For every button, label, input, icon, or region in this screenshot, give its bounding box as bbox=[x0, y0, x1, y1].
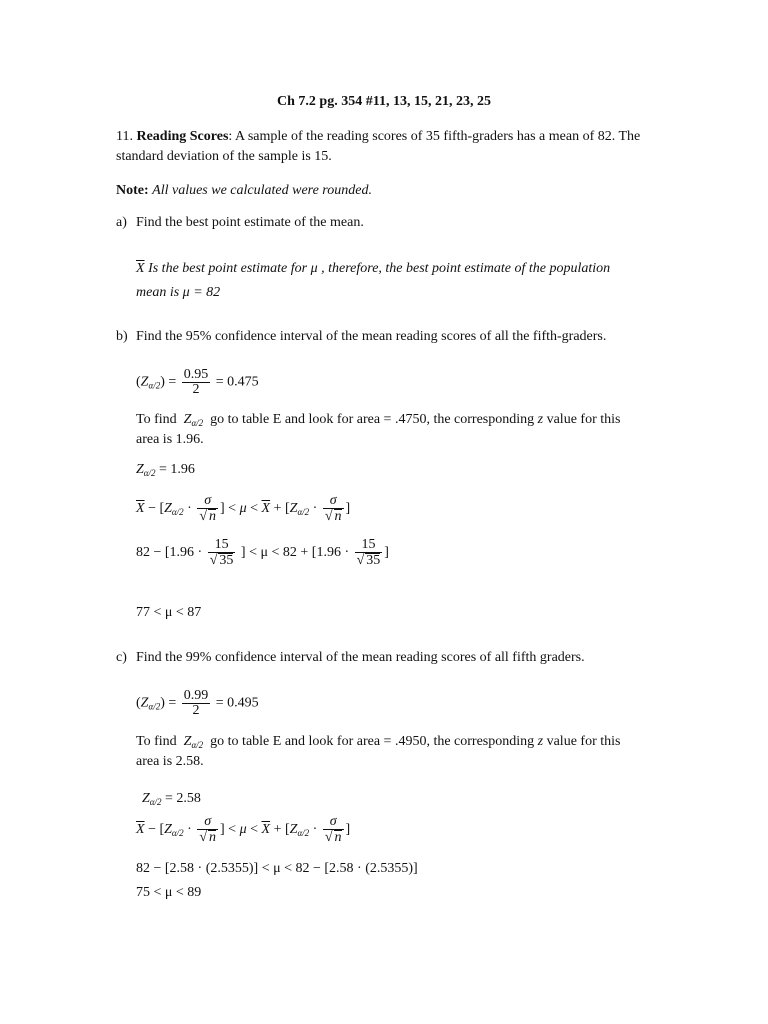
part-a-marker: a) bbox=[116, 215, 127, 230]
z-symbol: Z bbox=[289, 501, 298, 517]
part-c-find-line2: area is 2.58. bbox=[136, 754, 204, 769]
part-b-question: Find the 95% confidence interval of the mean reading scores of all the fifth-graders. bbox=[136, 329, 607, 344]
sigma-over-root-n bbox=[323, 494, 344, 524]
root-n: √ n bbox=[324, 509, 342, 524]
mu-symbol: μ bbox=[239, 501, 247, 517]
fraction bbox=[182, 368, 211, 397]
fraction bbox=[182, 689, 211, 718]
part-c-find-line1 bbox=[136, 733, 620, 754]
values-fraction bbox=[208, 538, 236, 568]
problem-number: 11. bbox=[116, 129, 133, 144]
z-symbol: Z bbox=[164, 822, 172, 838]
z-letter: z bbox=[537, 734, 544, 749]
sigma-over-root-n bbox=[197, 494, 218, 524]
mu-symbol: μ bbox=[239, 822, 247, 838]
z-letter: z bbox=[537, 412, 544, 427]
find-text2: value for this bbox=[546, 412, 621, 427]
xbar-symbol: $\overline{X}$ bbox=[261, 822, 271, 838]
xbar-symbol: $\overline{X}$ bbox=[136, 822, 145, 838]
root-n-value: √ 35 bbox=[356, 553, 381, 568]
values-fraction bbox=[355, 538, 383, 568]
note-text: All values we calculated were rounded. bbox=[152, 183, 372, 198]
part-c-values: 82 − [2.58 · (2.5355)] < μ < 82 − [2.58 · (2.5355)] bbox=[136, 861, 418, 876]
fraction-result: = 0.495 bbox=[215, 695, 259, 711]
root-n: √ n bbox=[199, 830, 217, 845]
sigma-value: 15 bbox=[361, 537, 376, 552]
z-symbol: Z bbox=[183, 412, 192, 427]
sigma-over-root-n bbox=[323, 815, 344, 845]
root-n: √ n bbox=[199, 509, 217, 524]
find-text2: value for this bbox=[546, 734, 621, 749]
find-text: go to table E and look for area = .4750, the corresponding bbox=[210, 412, 535, 427]
part-b-marker: b) bbox=[116, 329, 128, 344]
fraction-denominator: 2 bbox=[182, 703, 211, 718]
alpha-sub: α/2 bbox=[171, 828, 184, 839]
z-symbol: Z bbox=[140, 695, 149, 711]
alpha-sub: α/2 bbox=[297, 507, 310, 518]
part-b-result: 77 < μ < 87 bbox=[136, 605, 202, 620]
part-a-question: Find the best point estimate of the mean. bbox=[136, 215, 364, 230]
z-symbol: Z bbox=[142, 791, 150, 806]
z-symbol: Z bbox=[164, 501, 172, 517]
part-c-formula: $\overline{X} - [Z_{\alpha/2}$ · $\frac{\sigma}{√ n}$ ] < $\mu < \overline{X} + [Z_{\alpha/2}$ · $\frac{\sigma}{√ n}$ ] bbox=[136, 814, 351, 845]
part-b-z-value bbox=[136, 461, 195, 482]
sigma-value: 15 bbox=[214, 537, 229, 552]
alpha-sub: α/2 bbox=[191, 740, 204, 750]
z-symbol: Z bbox=[136, 462, 144, 477]
problem-text-line1: : A sample of the reading scores of 35 fifth-graders has a mean of 82. The bbox=[228, 129, 641, 144]
sigma-symbol: σ bbox=[204, 814, 212, 829]
alpha-sub: α/2 bbox=[148, 380, 161, 391]
z-symbol: Z bbox=[183, 734, 192, 749]
xbar-symbol: $\overline{X}$ bbox=[136, 501, 145, 517]
part-b-find-line2: area is 1.96. bbox=[136, 432, 204, 447]
sigma-symbol: σ bbox=[329, 493, 337, 508]
problem-text-line2: standard deviation of the sample is 15. bbox=[116, 149, 332, 164]
z-symbol: Z bbox=[289, 822, 298, 838]
part-c-result: 75 < μ < 89 bbox=[136, 885, 202, 900]
alpha-sub: α/2 bbox=[297, 828, 310, 839]
part-a-answer-line1 bbox=[136, 260, 610, 278]
problem-title: Reading Scores bbox=[136, 129, 229, 144]
alpha-sub: α/2 bbox=[171, 507, 184, 518]
sigma-symbol: σ bbox=[329, 814, 337, 829]
fraction-numerator: 0.99 bbox=[183, 688, 209, 703]
sigma-over-root-n bbox=[197, 815, 218, 845]
values-prefix: 82 − [1.96 · bbox=[136, 545, 203, 561]
sigma-symbol: σ bbox=[204, 493, 212, 508]
find-text: go to table E and look for area = .4950, the corresponding bbox=[210, 734, 535, 749]
xbar-symbol: $\overline{X}$ bbox=[261, 501, 271, 517]
alpha-sub: α/2 bbox=[143, 468, 156, 478]
note-line bbox=[116, 182, 372, 200]
part-a-answer-line2: mean is μ = 82 bbox=[136, 285, 221, 300]
part-b-formula: $\overline{X} - [Z_{\alpha/2}$ · $\frac{\sigma}{√ n}$ ] < $\mu < \overline{X} + [Z_{\alpha/2}$ · $\frac{\sigma}{√ n}$ ] bbox=[136, 493, 351, 524]
alpha-sub: α/2 bbox=[149, 797, 162, 807]
fraction-denominator: 2 bbox=[182, 382, 211, 397]
fraction-numerator: 0.95 bbox=[183, 367, 209, 382]
part-b-values: 82 − [1.96 · $\frac{15}{√ 35}$ ] < μ < 82 + [1.96 · $\frac{15}{√ 35}$ ] bbox=[136, 537, 389, 568]
z-value: = 1.96 bbox=[159, 462, 195, 477]
fraction-result: = 0.475 bbox=[215, 374, 259, 390]
part-c-z-value bbox=[142, 790, 201, 811]
part-c-marker: c) bbox=[116, 650, 127, 665]
page-heading: Ch 7.2 pg. 354 #11, 13, 15, 21, 23, 25 bbox=[277, 94, 491, 109]
z-value: = 2.58 bbox=[165, 791, 201, 806]
part-a-answer-text: Is the best point estimate for μ , therefore, the best point estimate of the population bbox=[144, 261, 611, 276]
problem-statement bbox=[116, 128, 640, 146]
root-n-value: √ 35 bbox=[209, 553, 234, 568]
note-label: Note: bbox=[116, 183, 149, 198]
part-c-question: Find the 99% confidence interval of the mean reading scores of all fifth graders. bbox=[136, 650, 585, 665]
find-prefix: To find bbox=[136, 412, 177, 427]
values-mid: ] < μ < 82 + [1.96 · bbox=[240, 545, 350, 561]
part-c-z-fraction: $(Z_{\alpha/2})$ = $\frac{0.99}{2}$ = 0.495 bbox=[136, 688, 259, 718]
root-n: √ n bbox=[324, 830, 342, 845]
z-symbol: Z bbox=[140, 374, 149, 390]
alpha-sub: α/2 bbox=[191, 418, 204, 428]
alpha-sub: α/2 bbox=[148, 701, 161, 712]
part-b-find-line1 bbox=[136, 411, 620, 432]
part-b-z-fraction: $(Z_{\alpha/2})$ = $\frac{0.95}{2}$ = 0.475 bbox=[136, 367, 259, 397]
xbar-symbol: $\overline{X}$ bbox=[136, 261, 145, 276]
find-prefix: To find bbox=[136, 734, 177, 749]
